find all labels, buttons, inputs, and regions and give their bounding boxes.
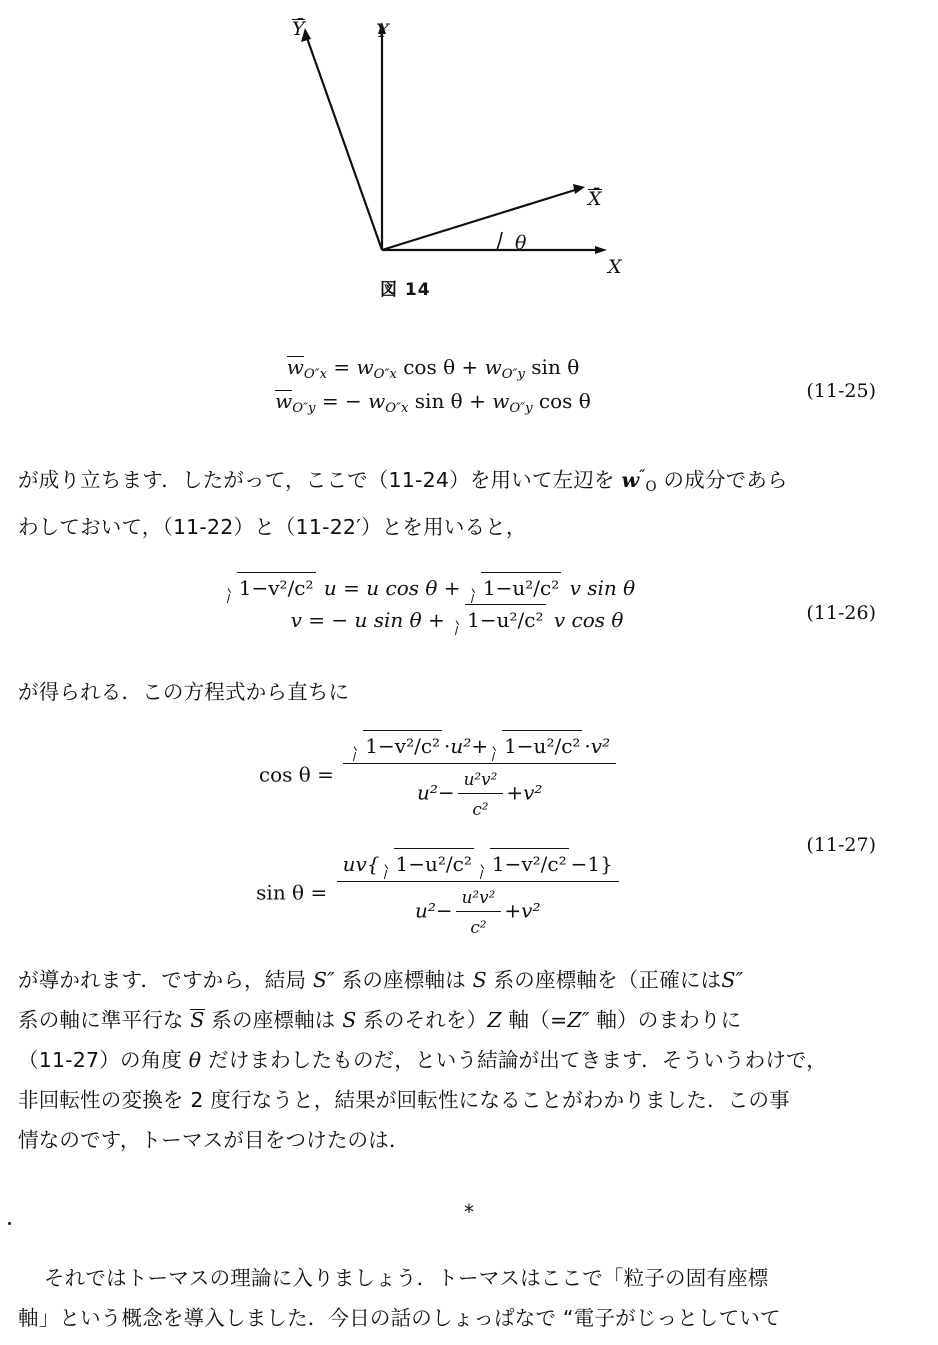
stray-mark bbox=[8, 1222, 11, 1225]
eq1127-cos-fraction bbox=[343, 730, 616, 822]
eq1126-l2-eq: = bbox=[308, 608, 325, 632]
eq1125-l2-t2-sub: O″y bbox=[509, 400, 533, 416]
eq1127-sin-lhs: sin θ bbox=[256, 880, 305, 905]
eq1127-den-t1-b: u² bbox=[414, 898, 436, 923]
paragraph-3-text-b: 系の座標軸は bbox=[335, 968, 473, 992]
eq1125-l2-lhs: w bbox=[275, 388, 293, 413]
eq1126-l2-t1: u sin θ bbox=[354, 608, 422, 632]
eq1127-sin-num-pre: uv{ bbox=[342, 852, 380, 877]
equation-11-25-line-1 bbox=[0, 352, 938, 386]
paragraph-3 bbox=[18, 960, 920, 1160]
paragraph-3-text-e: 系の座標軸は bbox=[204, 1008, 343, 1032]
eq1127-cos-num-dot1: · bbox=[444, 734, 451, 758]
eq1125-l2-lhs-sub: O″y bbox=[292, 400, 316, 416]
paragraph-3-text-j: だけまわしたものだ，という結論が出てきます．そういうわけで， bbox=[201, 1048, 828, 1072]
eq1127-den-plus-b: + bbox=[504, 898, 522, 923]
paragraph-1-w-sup: ″ bbox=[639, 468, 646, 484]
paragraph-2-text: が得られる．この方程式から直ちに bbox=[18, 680, 350, 704]
figure-label-theta: θ bbox=[515, 232, 527, 254]
eq1127-cos-num-rad1: 1−v²/c² bbox=[363, 730, 442, 762]
eq1126-l2-minus: − bbox=[331, 608, 349, 632]
eq1126-l2-plus: + bbox=[428, 608, 445, 632]
paragraph-3-s2b: S″ bbox=[721, 968, 744, 992]
figure-label-y-bar bbox=[292, 18, 305, 40]
paragraph-2 bbox=[18, 672, 920, 712]
equation-11-26-line-2 bbox=[0, 604, 938, 636]
paragraph-4-text-b: 軸」という概念を導入しました．今日の話のしょっぱなで “電子がじっとしていて bbox=[18, 1306, 781, 1330]
eq1126-l1-rad2: 1−u²/c² bbox=[481, 572, 561, 604]
paragraph-4-text-a: それではトーマスの理論に入りましょう．トーマスはここで「粒子の固有座標 bbox=[44, 1266, 769, 1290]
eq1125-l2-t1-fn: sin θ bbox=[414, 388, 463, 413]
eq1125-l1-t2: w bbox=[484, 355, 502, 379]
paragraph-1-w: w bbox=[621, 467, 640, 492]
paragraph-1-text-a: が成り立ちます．したがって，ここで（11-24）を用いて左辺を bbox=[18, 467, 622, 492]
eq1127-sin-num-rad1: 1−u²/c² bbox=[394, 848, 474, 880]
eq1126-l1-t1: u cos θ bbox=[366, 576, 438, 600]
eq1126-l1-lhs-var: u bbox=[323, 576, 337, 600]
paragraph-3-text-g: 軸（= bbox=[501, 1008, 568, 1032]
equation-11-26 bbox=[0, 572, 938, 636]
eq1127-sin-denominator bbox=[337, 882, 619, 940]
paragraph-3-s3: S bbox=[342, 1008, 357, 1032]
eq1127-cos-num-t1: u² bbox=[450, 734, 472, 758]
paragraph-3-z2: Z″ bbox=[567, 1008, 590, 1032]
eq1127-den-minus-b: − bbox=[435, 898, 453, 923]
eq1127-cos-num-plus: + bbox=[471, 734, 489, 758]
eq1127-sin-fraction bbox=[337, 848, 619, 940]
paragraph-3-theta: θ bbox=[188, 1048, 202, 1072]
eq1127-sin-num-post: −1} bbox=[570, 852, 613, 877]
eq1125-l2-t1: w bbox=[368, 388, 386, 413]
eq1127-den-frac-den-b: c² bbox=[470, 917, 487, 938]
eq1125-l1-t1: w bbox=[356, 355, 374, 379]
equation-11-25 bbox=[0, 352, 938, 419]
eq1125-l1-eq: = bbox=[333, 355, 351, 379]
eq1127-den-inner-fraction-a bbox=[458, 766, 504, 822]
paragraph-3-text-h: 軸）のまわりに bbox=[589, 1008, 742, 1032]
eq1127-cos-lhs: cos θ bbox=[258, 762, 311, 787]
eq1127-cos-num-dot2: · bbox=[584, 734, 591, 758]
eq1126-l1-eq: = bbox=[343, 576, 360, 600]
section-break-asterisk: * bbox=[464, 1200, 474, 1224]
eq1127-den-t2-a: v² bbox=[523, 780, 543, 805]
equation-11-25-tag: (11-25) bbox=[806, 380, 876, 402]
paragraph-3-text-l: 情なのです，トーマスが目をつけたのは． bbox=[18, 1128, 410, 1152]
eq1127-den-inner-fraction-b bbox=[456, 884, 502, 940]
figure-label-x: X bbox=[608, 256, 622, 278]
equation-11-27-sin-line bbox=[0, 848, 938, 940]
paragraph-3-text-k: 非回転性の変換を 2 度行なうと，結果が回転性になることがわかりました．この事 bbox=[18, 1088, 790, 1112]
equation-11-27 bbox=[0, 730, 938, 940]
paragraph-3-text-i: （11-27）の角度 bbox=[18, 1048, 189, 1072]
paragraph-3-text-d: 系の軸に準平行な bbox=[18, 1008, 191, 1032]
eq1126-l2-rad: 1−u²/c² bbox=[465, 604, 545, 636]
figure-14 bbox=[0, 0, 938, 310]
paragraph-3-s: S bbox=[472, 968, 487, 992]
paragraph-3-s2: S″ bbox=[312, 968, 335, 992]
eq1127-cos-numerator bbox=[343, 730, 616, 764]
paragraph-1-text-c: わしておいて，（11-22）と（11-22′）とを用いると， bbox=[18, 515, 527, 540]
eq1125-l2-t2-fn: cos θ bbox=[538, 388, 591, 413]
equation-11-27-tag: (11-27) bbox=[806, 834, 876, 856]
paragraph-3-text-a: が導かれます．ですから，結局 bbox=[18, 968, 313, 992]
eq1127-den-t2-b: v² bbox=[521, 898, 541, 923]
eq1127-sin-num-rad2: 1−v²/c² bbox=[490, 848, 569, 880]
eq1127-cos-denominator bbox=[343, 764, 616, 822]
paragraph-3-text-f: 系のそれを） bbox=[356, 1008, 488, 1032]
eq1125-l1-t1-sub: O″x bbox=[373, 367, 397, 383]
eq1126-l2-lhs-var: v bbox=[290, 608, 302, 632]
eq1126-l1-t2: v sin θ bbox=[569, 576, 636, 600]
eq1127-sin-numerator bbox=[337, 848, 619, 882]
eq1126-l1-plus: + bbox=[443, 576, 461, 600]
eq1127-cos-num-rad2: 1−u²/c² bbox=[502, 730, 582, 762]
eq1127-den-minus-a: − bbox=[437, 780, 455, 805]
paragraph-3-text-c: 系の座標軸を（正確には bbox=[486, 968, 722, 992]
figure-label-x-bar-text: X̄ bbox=[588, 188, 602, 210]
paragraph-1-text-b: の成分であら bbox=[656, 467, 788, 492]
eq1125-l1-t2-fn: sin θ bbox=[531, 355, 580, 379]
eq1127-sin-eq: = bbox=[310, 880, 328, 905]
eq1125-l2-minus: − bbox=[344, 388, 362, 413]
eq1125-l1-t2-sub: O″y bbox=[501, 367, 525, 383]
eq1125-l1-lhs: w bbox=[286, 355, 304, 379]
paragraph-1-w-sub: O bbox=[645, 479, 657, 496]
paragraph-4 bbox=[18, 1258, 920, 1338]
equation-11-26-line-1 bbox=[0, 572, 938, 604]
equation-11-27-cos-line bbox=[0, 730, 938, 822]
eq1127-cos-eq: = bbox=[317, 762, 334, 787]
eq1127-den-frac-num-a: u²v² bbox=[463, 769, 498, 789]
eq1125-l1-lhs-sub: O″x bbox=[303, 367, 328, 383]
equation-11-25-line-2 bbox=[0, 386, 938, 420]
eq1125-l2-t1-sub: O″x bbox=[385, 400, 409, 416]
figure-label-x-bar bbox=[588, 188, 602, 210]
eq1127-cos-num-t2: v² bbox=[590, 734, 611, 758]
equation-11-26-tag: (11-26) bbox=[806, 602, 876, 624]
figure-label-y: Y bbox=[376, 20, 389, 42]
eq1126-l2-t2: v cos θ bbox=[553, 608, 624, 632]
eq1125-l1-t1-fn: cos θ bbox=[403, 355, 456, 379]
figure-14-diagram bbox=[255, 10, 675, 280]
eq1127-den-t1-a: u² bbox=[416, 780, 438, 805]
eq1127-den-plus-a: + bbox=[506, 780, 524, 805]
figure-caption: 図 14 bbox=[380, 280, 431, 300]
eq1127-den-frac-num-b: u²v² bbox=[461, 887, 496, 908]
figure-label-y-bar-text: Ȳ bbox=[292, 18, 305, 40]
eq1127-den-frac-den-a: c² bbox=[472, 799, 489, 820]
eq1125-l2-t2: w bbox=[492, 388, 510, 413]
eq1125-l1-plus: + bbox=[461, 355, 479, 379]
eq1125-l2-plus: + bbox=[469, 388, 486, 413]
paragraph-3-sbar: S bbox=[190, 1008, 205, 1032]
paragraph-1 bbox=[18, 456, 920, 547]
eq1125-l2-eq: = bbox=[321, 388, 339, 413]
eq1126-l1-rad1: 1−v²/c² bbox=[237, 572, 316, 604]
paragraph-3-z: Z bbox=[487, 1008, 502, 1032]
